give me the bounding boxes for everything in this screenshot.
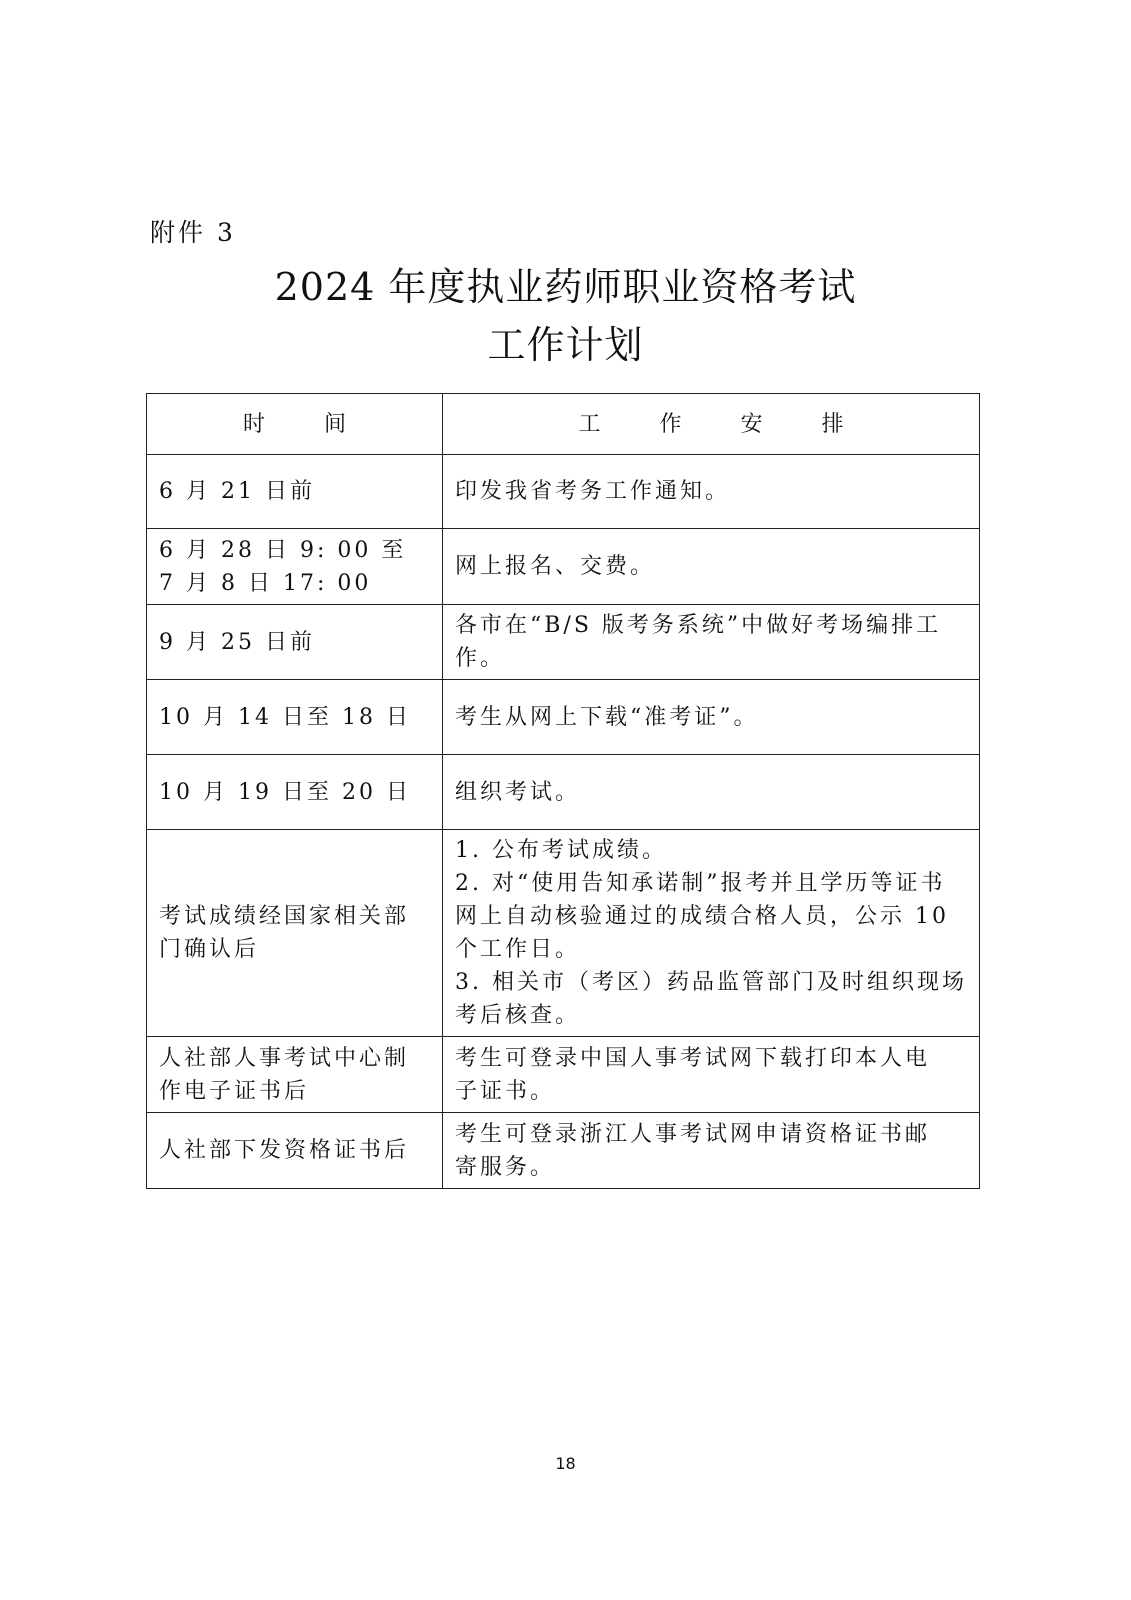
header-task: 工 作 安 排 [443,394,980,455]
table-row [147,755,980,830]
time-text: 7 月 8 日 17: 00 [159,570,372,596]
task-cell [443,455,980,529]
task-text: 2. 对“使用告知承诺制”报考并且学历等证书 [455,871,946,896]
task-cell [443,680,980,755]
table-row [147,1037,980,1113]
task-text: 个工作日。 [455,937,581,962]
time-cell [147,755,443,830]
table-row [147,529,980,605]
task-text: 考生可登录浙江人事考试网申请资格证书邮 [455,1121,931,1147]
time-cell [147,455,443,529]
time-cell [147,1037,443,1113]
time-text: 作电子证书后 [159,1078,310,1104]
work-plan-table [146,393,980,1189]
table-row [147,1113,980,1189]
page-number: 18 [555,1454,576,1473]
task-text: 印发我省考务工作通知。 [455,479,731,504]
task-cell [443,1113,980,1189]
time-cell [147,529,443,605]
table-body [147,455,980,1189]
document-subtitle: 工作计划 [487,323,644,367]
table-row [147,455,980,529]
table-row [147,680,980,755]
task-text: 考后核查。 [455,1003,581,1028]
task-text: 子证书。 [455,1078,556,1104]
task-text: 考生可登录中国人事考试网下载打印本人电 [455,1045,931,1071]
task-text: 作。 [455,646,506,671]
task-cell [443,605,980,680]
time-cell [147,605,443,680]
task-cell [443,529,980,605]
header-time: 时 间 [147,394,443,455]
task-cell [443,1037,980,1113]
time-text: 10 月 14 日至 18 日 [159,704,411,730]
time-text: 人社部下发资格证书后 [159,1138,410,1163]
task-cell [443,830,980,1037]
time-cell [147,680,443,755]
time-text: 考试成绩经国家相关部 [159,904,410,929]
time-text: 门确认后 [159,937,260,962]
table-row [147,830,980,1037]
attachment-label: 附件 3 [150,218,236,247]
task-text: 3. 相关市（考区）药品监管部门及时组织现场 [455,970,967,995]
time-cell [147,1113,443,1189]
task-text: 网上报名、交费。 [455,554,656,579]
table-header-row [147,394,980,455]
task-text: 考生从网上下载“准考证”。 [455,704,759,730]
task-text: 组织考试。 [455,779,581,805]
time-text: 10 月 19 日至 20 日 [159,779,411,805]
task-text: 寄服务。 [455,1154,556,1180]
task-text: 网上自动核验通过的成绩合格人员，公示 10 [455,904,949,929]
table-row [147,605,980,680]
time-text: 6 月 28 日 9: 00 至 [159,537,407,563]
task-text: 1. 公布考试成绩。 [455,838,667,863]
document-title: 2024 年度执业药师职业资格考试 [274,265,857,309]
time-cell [147,830,443,1037]
time-text: 9 月 25 日前 [159,629,315,655]
task-text: 各市在“B/S 版考务系统”中做好考场编排工 [455,613,942,638]
time-text: 6 月 21 日前 [159,479,315,504]
time-text: 人社部人事考试中心制 [159,1045,410,1071]
task-cell [443,755,980,830]
